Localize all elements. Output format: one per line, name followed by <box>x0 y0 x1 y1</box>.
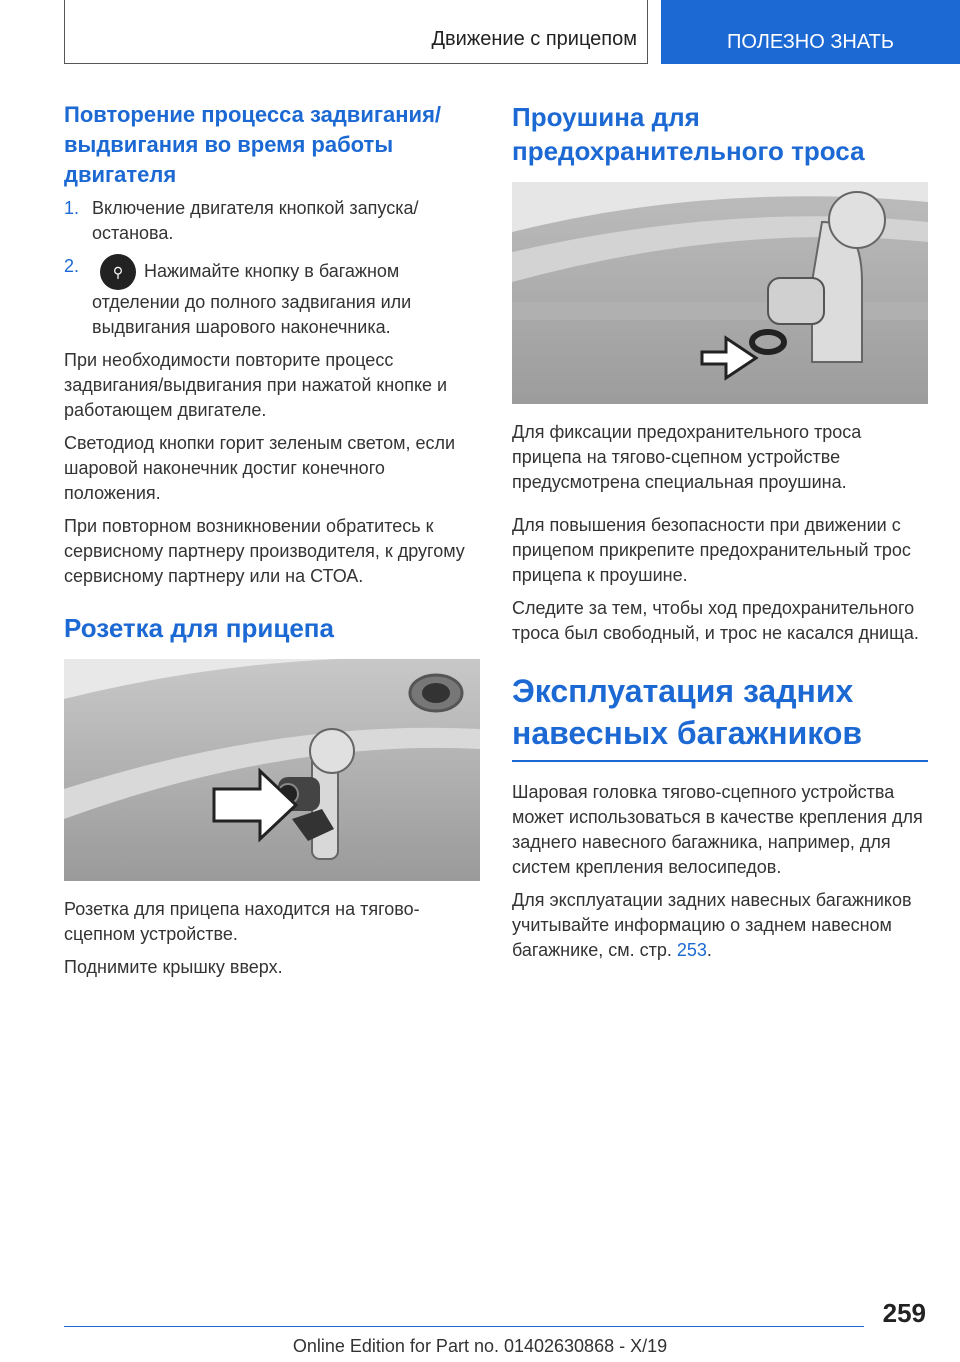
paragraph-with-link <box>512 888 928 963</box>
heading-repeat-process: Повторение процесса задвигания/выдвигания во время работы двигателя <box>64 102 442 187</box>
paragraph: Светодиод кнопки горит зеленым светом, если шаровой наконечник достиг конечного положения. <box>64 433 456 503</box>
right-column <box>512 100 928 971</box>
trailer-socket-image <box>64 659 480 881</box>
paragraph: Следите за тем, чтобы ход предохранительного троса был свободный, и трос не касался днища. <box>512 598 919 643</box>
footer-divider <box>64 1326 864 1327</box>
paragraph-text: Для эксплуатации задних навесных багажников учитывайте информацию о заднем навесном багажнике, см. стр. <box>512 890 912 960</box>
step-1 <box>64 196 480 246</box>
step-text: Нажимайте кнопку в багажном отделении до полного задвигания или выдвигания шарового наконечника. <box>92 260 412 337</box>
left-column <box>64 100 480 988</box>
step-text: Включение двигателя кнопкой запуска/останова. <box>92 198 419 243</box>
heading-trailer-socket: Розетка для прицепа <box>64 613 334 643</box>
section-title: Движение с прицепом <box>431 28 637 50</box>
paragraph: Для повышения безопасности при движении с прицепом прикрепите предохранительный трос прицепа к проушине. <box>512 515 911 585</box>
header-section-box <box>64 0 648 64</box>
step-2-content <box>92 254 480 340</box>
step-number: 1. <box>64 198 80 218</box>
safety-cable-eye-image <box>512 182 928 404</box>
chapter-label: ПОЛЕЗНО ЗНАТЬ <box>726 31 894 53</box>
paragraph: Поднимите крышку вверх. <box>64 957 283 977</box>
paragraph: Розетка для прицепа находится на тягово-сцепном устройстве. <box>64 899 420 944</box>
page-number: 259 <box>882 1298 926 1328</box>
heading-rear-carriers: Эксплуатация задних навесных багажников <box>512 673 863 751</box>
chapter-tab[interactable] <box>661 0 960 64</box>
paragraph-suffix: . <box>706 940 712 960</box>
paragraph: Для фиксации предохранительного троса прицепа на тягово-сцепном устройстве предусмотрена специальная проушина. <box>512 422 862 492</box>
footer-edition: Online Edition for Part no. 01402630868 - X/19 <box>292 1336 668 1356</box>
step-number: 2. <box>64 256 80 276</box>
heading-underline <box>512 760 928 762</box>
paragraph: При необходимости повторите процесс задвигания/выдвигания при нажатой кнопке и работающем двигателе. <box>64 350 448 420</box>
trailer-hitch-button-icon: ⚲ <box>100 254 136 290</box>
page-link[interactable]: 253 <box>676 940 707 960</box>
step-2 <box>64 254 480 340</box>
paragraph: Шаровая головка тягово-сцепного устройства может использоваться в качестве крепления для заднего навесного багажника, например, для систем крепления велосипедов. <box>512 782 923 877</box>
heading-safety-cable-eye: Проушина для предохранительного троса <box>512 102 865 166</box>
paragraph: При повторном возникновении обратитесь к сервисному партнеру производителя, к другому сервисному партнеру или на СТОА. <box>64 516 465 586</box>
